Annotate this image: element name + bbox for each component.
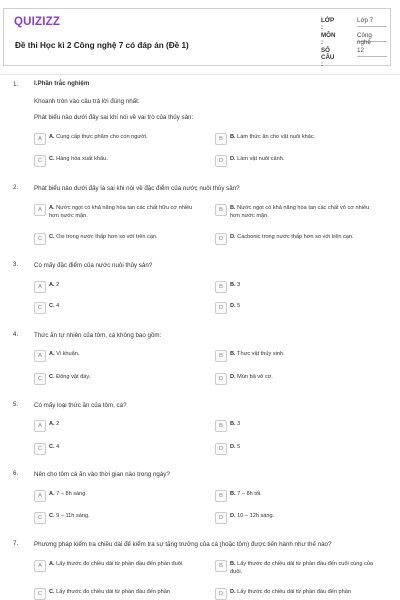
question-number: 6. [13, 470, 19, 477]
option-letter-badge: D [215, 302, 227, 314]
option-text: Cacbonic trong nước thấp hơn so với trên cạn. [237, 234, 354, 240]
option-letter-badge: B [215, 420, 227, 432]
question-text: Phát biểu nào dưới đây sai khi nói về vai trò của thủy sản: [34, 114, 194, 121]
option-text: Động vật đáy. [56, 374, 91, 380]
question-text: Có mấy loại thức ăn của tôm, cá? [34, 402, 127, 409]
option-key: D. [230, 589, 236, 595]
option-letter-badge: C [34, 443, 46, 455]
option-letter-badge: C [34, 512, 46, 524]
option-text: Thực vật thủy sinh. [237, 351, 285, 357]
option-text: Vi khuẩn. [56, 351, 80, 357]
meta-value: 12 [357, 47, 364, 54]
meta-value-field[interactable] [357, 17, 387, 27]
option-key: A. [49, 134, 55, 140]
option-letter-badge: C [34, 302, 46, 314]
question-text: Thức ăn tự nhiên của tôm, cá không bao gồm: [34, 332, 162, 339]
option-key: B. [230, 561, 236, 567]
question-text: Có mấy đặc điểm của nước nuôi thủy sản? [34, 262, 153, 269]
option-letter-badge: C [34, 233, 46, 245]
option-text: 10 – 12h sáng. [237, 513, 275, 519]
option-text: 3 [237, 421, 241, 427]
option-key: C. [49, 156, 55, 162]
option-letter-badge: C [34, 155, 46, 167]
option-text: 9 – 11h sáng. [56, 513, 90, 519]
option-text: Oxi trong nước thấp hơn so với trên cạn. [56, 234, 158, 240]
quizizz-logo: QUIZIZZ [14, 16, 61, 28]
option-text: Nước ngọt có khả năng hòa tan các chất vô cơ nhiều hơn nước mặn. [230, 205, 370, 219]
option-text: Nước ngọt có khả năng hòa tan các chất hữu cơ nhiều hơn nước mặn. [49, 205, 193, 219]
option-key: A. [49, 351, 55, 357]
option-letter-badge: A [34, 490, 46, 502]
option-letter-badge: A [34, 560, 46, 572]
option-key: D. [230, 303, 236, 309]
option-letter-badge: D [215, 512, 227, 524]
option-text: 4 [56, 303, 60, 309]
option-key: A. [49, 561, 55, 567]
option-letter-badge: C [34, 373, 46, 385]
option-letter-badge: C [34, 588, 46, 600]
option-text: Lấy thước đo chiều dài từ phần đầu đến phần [237, 589, 351, 595]
option-key: C. [49, 589, 55, 595]
option-text: 7 – 8h tối. [237, 491, 262, 497]
question-number: 3. [13, 261, 19, 268]
option-text: Làm thức ăn cho vật nuôi khác. [237, 134, 316, 140]
option-text: 2 [56, 421, 60, 427]
option-key: D. [230, 234, 236, 240]
option-letter-badge: D [215, 155, 227, 167]
option-letter-badge: B [215, 490, 227, 502]
option-text: 3 [237, 282, 241, 288]
question-text: Phương pháp kiểm tra chiều dài để kiểm tra sự tăng trưởng của cá (hoặc tôm) được tiến hành như thế nào? [34, 541, 332, 548]
question-number: 4. [13, 331, 19, 338]
option-letter-badge: A [34, 133, 46, 145]
meta-value-field[interactable] [357, 32, 387, 46]
option-key: A. [49, 205, 55, 211]
option-key: C. [49, 234, 55, 240]
option-letter-badge: A [34, 350, 46, 362]
option-key: D. [230, 444, 236, 450]
option-key: B. [230, 134, 236, 140]
option-key: A. [49, 421, 55, 427]
option-letter-badge: B [215, 281, 227, 293]
option-key: C. [49, 513, 55, 519]
option-key: D. [230, 156, 236, 162]
option-letter-badge: A [34, 281, 46, 293]
option-text: 4 [56, 444, 60, 450]
section-title: I.Phần trắc nghiệm [34, 80, 90, 87]
meta-label: SỐ CÂU : [321, 47, 335, 68]
option-text: Mùn bã vô cơ. [237, 374, 273, 380]
question-number: 7. [13, 540, 19, 547]
option-key: D. [230, 513, 236, 519]
option-key: C. [49, 444, 55, 450]
option-letter-badge: D [215, 233, 227, 245]
option-letter-badge: D [215, 373, 227, 385]
option-letter-badge: B [215, 350, 227, 362]
question-text: Phát biểu nào dưới đây là sai khi nói về đặc điểm của nước nuôi thủy sản? [34, 185, 240, 192]
option-letter-badge: B [215, 560, 227, 572]
option-letter-badge: B [215, 133, 227, 145]
option-text: 5 [237, 303, 241, 309]
option-key: A. [49, 491, 55, 497]
option-letter-badge: A [34, 420, 46, 432]
meta-label: LỚP : [321, 17, 335, 31]
option-text: 7 – 8h sáng. [56, 491, 87, 497]
option-text: 2 [56, 282, 60, 288]
option-key: B. [230, 491, 236, 497]
option-key: D. [230, 374, 236, 380]
option-text: Hàng hóa xuất khẩu. [56, 156, 108, 162]
meta-label: MÔN : [321, 32, 336, 46]
option-key: C. [49, 303, 55, 309]
option-letter-badge: D [215, 443, 227, 455]
meta-value: Công nghệ [357, 32, 372, 46]
option-letter-badge: D [215, 588, 227, 600]
meta-value-field[interactable] [357, 47, 387, 57]
option-key: A. [49, 282, 55, 288]
section-instruction: Khoanh tròn vào câu trả lời đúng nhất: [34, 98, 140, 105]
worksheet-title: Đề thi Học kì 2 Công nghệ 7 có đáp án (Đề 1) [15, 41, 189, 50]
option-text: Lấy thước đo chiều dài từ phần đầu đến phần đuôi. [56, 561, 184, 567]
option-text: Lấy thước đo chiều dài từ phần đầu đến phần [56, 589, 170, 595]
option-key: B. [230, 282, 236, 288]
option-key: C. [49, 374, 55, 380]
option-key: B. [230, 421, 236, 427]
meta-value: Lớp 7 [357, 17, 374, 24]
question-text: Nên cho tôm cá ăn vào thời gian nào trong ngày? [34, 471, 170, 478]
option-letter-badge: A [34, 204, 46, 216]
question-number: 1. [13, 81, 19, 88]
question-number: 2. [13, 184, 19, 191]
option-text: 5 [237, 444, 241, 450]
option-text: Lấy thước đo chiều dài từ phần đầu đến cuối cùng của đuôi. [230, 561, 374, 575]
question-number: 5. [13, 401, 19, 408]
option-key: B. [230, 351, 236, 357]
option-letter-badge: B [215, 204, 227, 216]
header-divider [0, 74, 400, 75]
option-text: Cung cấp thực phẩm cho con người. [56, 134, 148, 140]
option-text: Làm vật nuôi cảnh. [237, 156, 285, 162]
worksheet-header [3, 8, 391, 66]
option-key: B. [230, 205, 236, 211]
